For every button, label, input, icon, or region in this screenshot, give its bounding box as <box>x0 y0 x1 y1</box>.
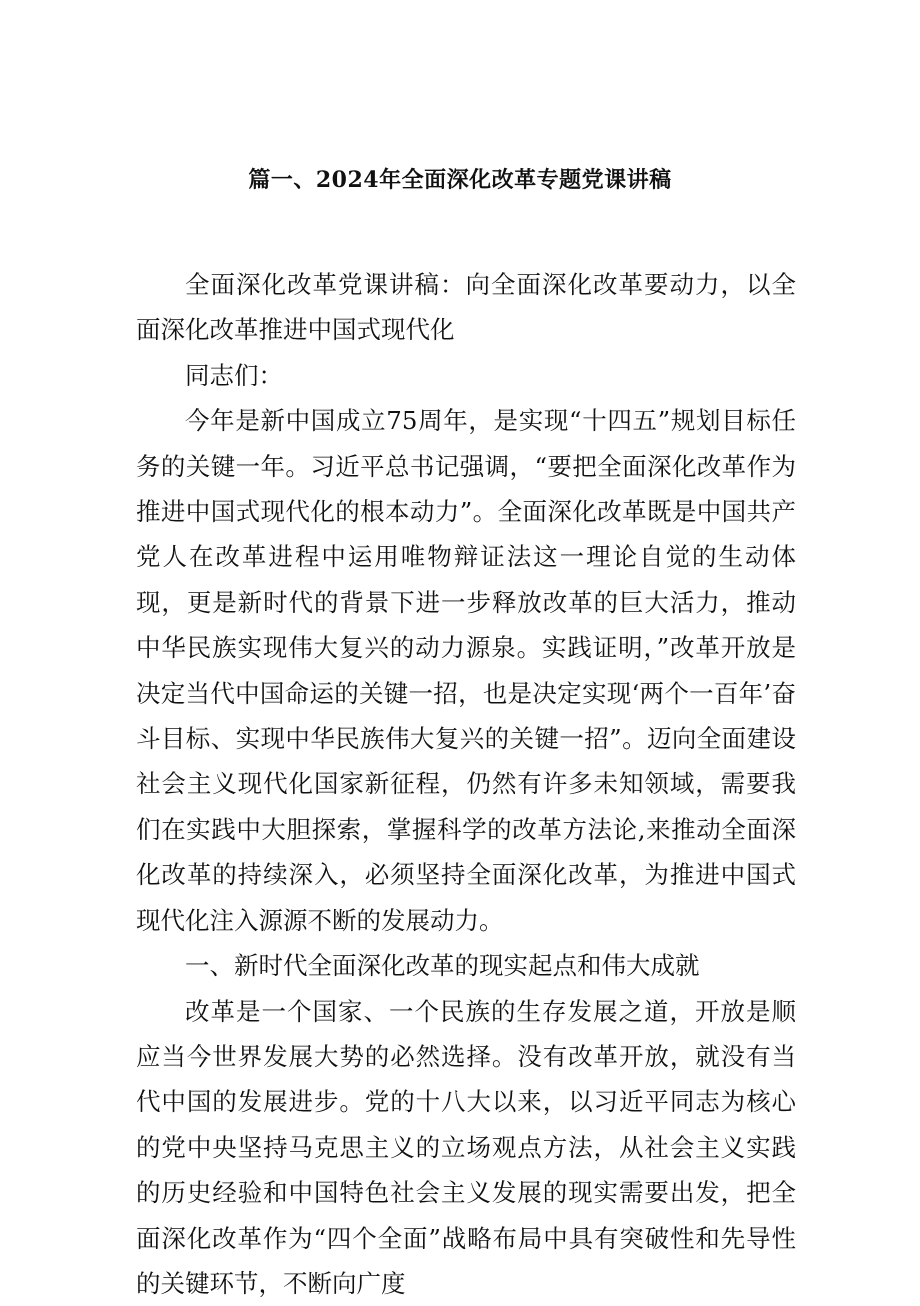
section-heading-1: 一、新时代全面深化改革的现实起点和伟大成就 <box>136 943 796 988</box>
document-title: 篇一、2024年全面深化改革专题党课讲稿 <box>0 162 920 198</box>
paragraph-salutation: 同志们： <box>136 353 796 398</box>
paragraph-subtitle: 全面深化改革党课讲稿：向全面深化改革要动力，以全面深化改革推进中国式现代化 <box>136 262 796 353</box>
paragraph-section-1: 改革是一个国家、一个民族的生存发展之道，开放是顺应当今世界发展大势的必然选择。没有改革开放，就没有当代中国的发展进步。党的十八大以来，以习近平同志为核心的党中央坚持马克思主义的立场观点方法，从社会主义实践的历史经验和中国特色社会主义发展的现实需要出发，把全面深化改革作为“四个全面”战略布局中具有突破性和先导性的关键环节，不断向广度 <box>136 989 796 1306</box>
paragraph-introduction: 今年是新中国成立75周年，是实现“十四五”规划目标任务的关键一年。习近平总书记强调，“要把全面深化改革作为推进中国式现代化的根本动力”。全面深化改革既是中国共产党人在改革进程中运用唯物辩证法这一理论自觉的生动体现，更是新时代的背景下进一步释放改革的巨大活力，推动中华民族实现伟大复兴的动力源泉。实践证明，”改革开放是决定当代中国命运的关键一招，也是决定实现‘两个一百年’奋斗目标、实现中华民族伟大复兴的关键一招”。迈向全面建设社会主义现代化国家新征程，仍然有许多未知领域，需要我们在实践中大胆探索，掌握科学的改革方法论,来推动全面深化改革的持续深入，必须坚持全面深化改革，为推进中国式现代化注入源源不断的发展动力。 <box>136 398 796 943</box>
document-body <box>136 262 796 1306</box>
